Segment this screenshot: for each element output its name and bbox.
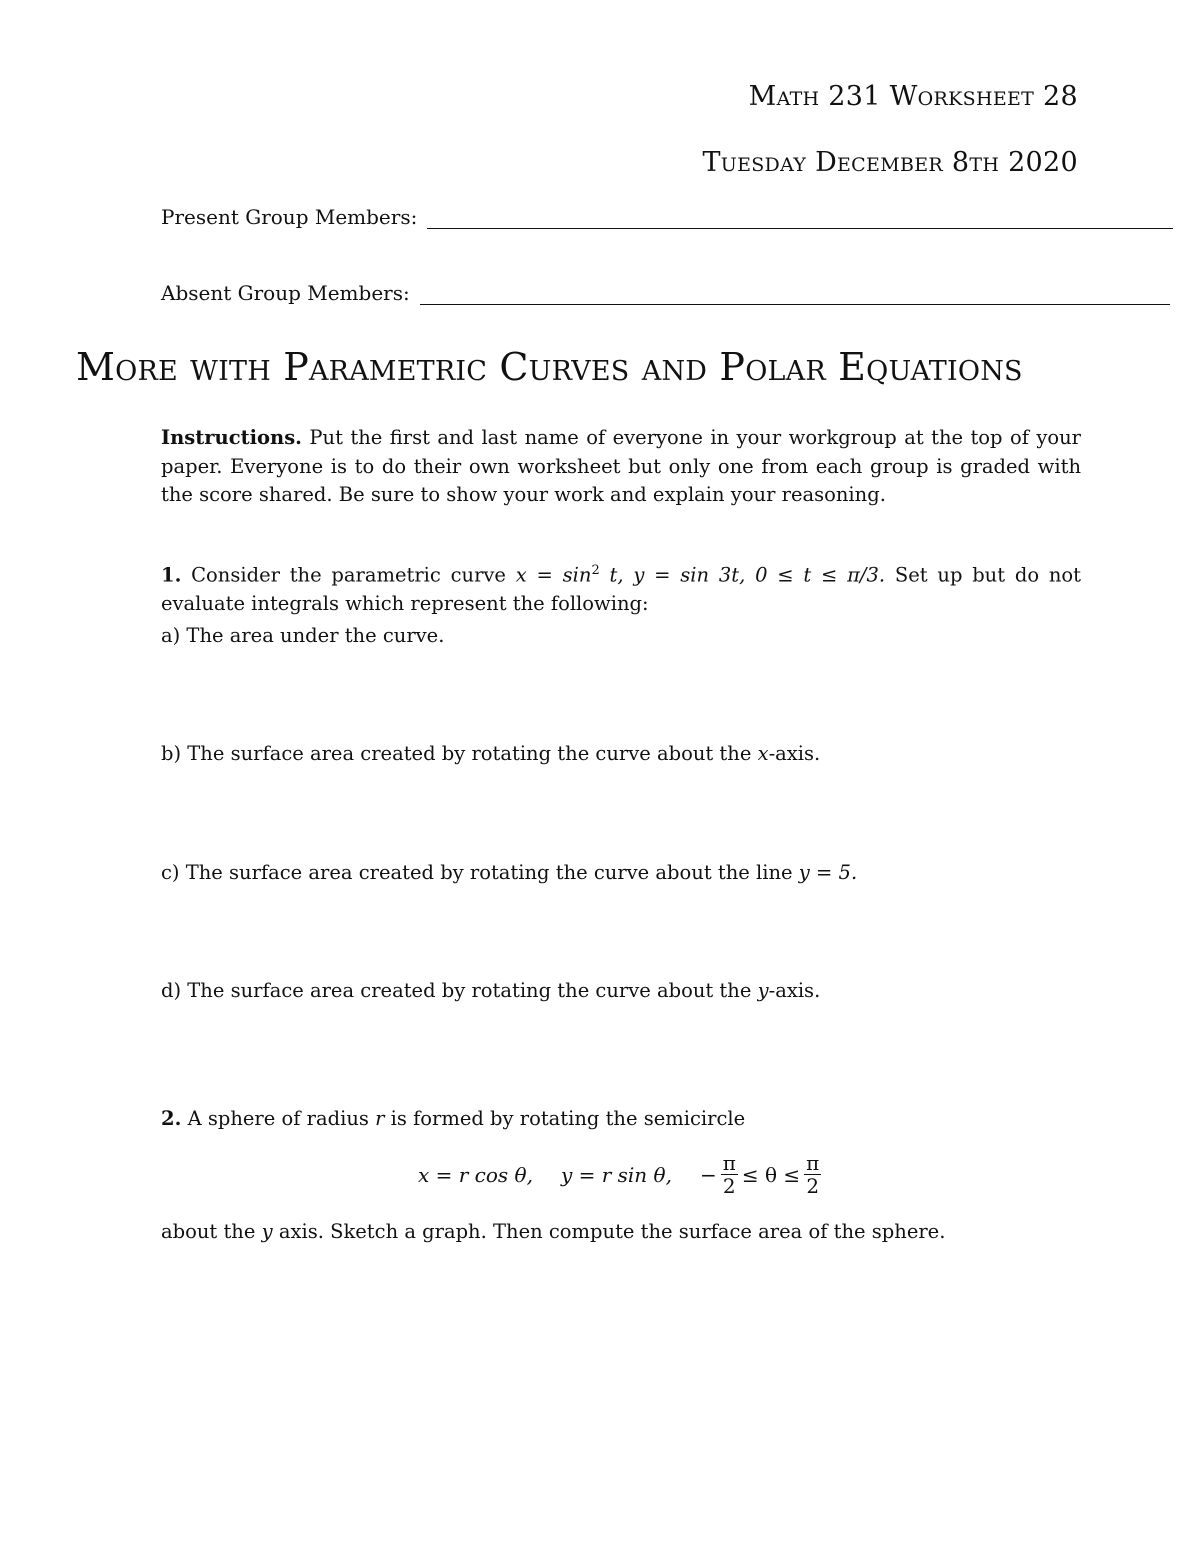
- semicircle-equation: [418, 1152, 825, 1197]
- part-b-text: b) The surface area created by rotating the curve about the: [161, 742, 752, 765]
- worksheet-header: Math 231 Worksheet 28: [748, 81, 1078, 112]
- problem-1-intro: Consider the parametric curve: [191, 563, 506, 587]
- problem-1-eq-x-exponent: 2: [591, 563, 600, 578]
- problem-2-intro-end: is formed by rotating the semicircle: [390, 1107, 746, 1130]
- present-members-label: Present Group Members:: [161, 205, 418, 229]
- present-members-blank[interactable]: [427, 208, 1173, 229]
- problem-1-part-d: [161, 979, 820, 1002]
- instructions-paragraph: [161, 424, 1081, 510]
- semicircle-bounds: ≤ θ ≤: [741, 1162, 801, 1187]
- problem-2-end-suffix: axis. Sketch a graph. Then compute the surface area of the sphere.: [278, 1220, 946, 1243]
- semicircle-eq-x: x = r cos θ,: [418, 1162, 533, 1187]
- problem-2-end-var: y: [261, 1220, 273, 1243]
- fraction-numerator: π: [806, 1151, 820, 1175]
- pi-over-2-fraction-right: [804, 1152, 821, 1197]
- problem-2-number: 2.: [161, 1107, 182, 1130]
- fraction-numerator: π: [722, 1151, 736, 1175]
- semicircle-minus: −: [699, 1162, 717, 1187]
- worksheet-title: More with Parametric Curves and Polar Equations: [76, 345, 1023, 389]
- problem-1-part-b: [161, 742, 820, 765]
- problem-1-statement: [161, 557, 1081, 619]
- absent-members-row: [161, 281, 1170, 305]
- problem-1-instruction: Set up but do not evaluate integrals which represent the following:: [161, 563, 1081, 615]
- part-d-var: y: [757, 979, 769, 1002]
- problem-2-statement: [161, 1107, 745, 1130]
- part-c-eq: y = 5.: [798, 861, 858, 884]
- problem-1-eq-x: x = sin: [515, 563, 592, 587]
- problem-1-eq-y: y = sin 3t, 0 ≤ t ≤ π/3.: [633, 563, 886, 587]
- problem-2-radius-var: r: [375, 1107, 385, 1130]
- fraction-denominator: 2: [806, 1174, 820, 1198]
- semicircle-eq-y: y = r sin θ,: [560, 1162, 672, 1187]
- fraction-denominator: 2: [722, 1174, 736, 1198]
- worksheet-date: Tuesday December 8th 2020: [702, 147, 1078, 178]
- problem-2-end-text: about the: [161, 1220, 256, 1243]
- instructions-label: Instructions.: [161, 426, 302, 449]
- instructions-text: Put the first and last name of everyone in your workgroup at the top of your paper. Everyone is to do their own worksheet but only one from each group is graded with the score shared. Be sure to show your work and explain your reasoning.: [161, 426, 1081, 506]
- present-members-row: [161, 205, 1173, 229]
- absent-members-blank[interactable]: [420, 284, 1170, 305]
- problem-1-part-c: [161, 861, 857, 884]
- absent-members-label: Absent Group Members:: [161, 281, 410, 305]
- problem-1-eq-x-var: t,: [609, 563, 624, 587]
- part-d-text: d) The surface area created by rotating the curve about the: [161, 979, 752, 1002]
- part-b-suffix: -axis.: [768, 742, 821, 765]
- part-d-suffix: -axis.: [768, 979, 821, 1002]
- part-c-text: c) The surface area created by rotating the curve about the line: [161, 861, 793, 884]
- part-b-var: x: [757, 742, 769, 765]
- pi-over-2-fraction-left: [721, 1152, 738, 1197]
- problem-1-part-a: a) The area under the curve.: [161, 624, 445, 647]
- problem-1-number: 1.: [161, 563, 182, 587]
- problem-2-intro: A sphere of radius: [187, 1107, 369, 1130]
- problem-2-conclusion: [161, 1220, 945, 1243]
